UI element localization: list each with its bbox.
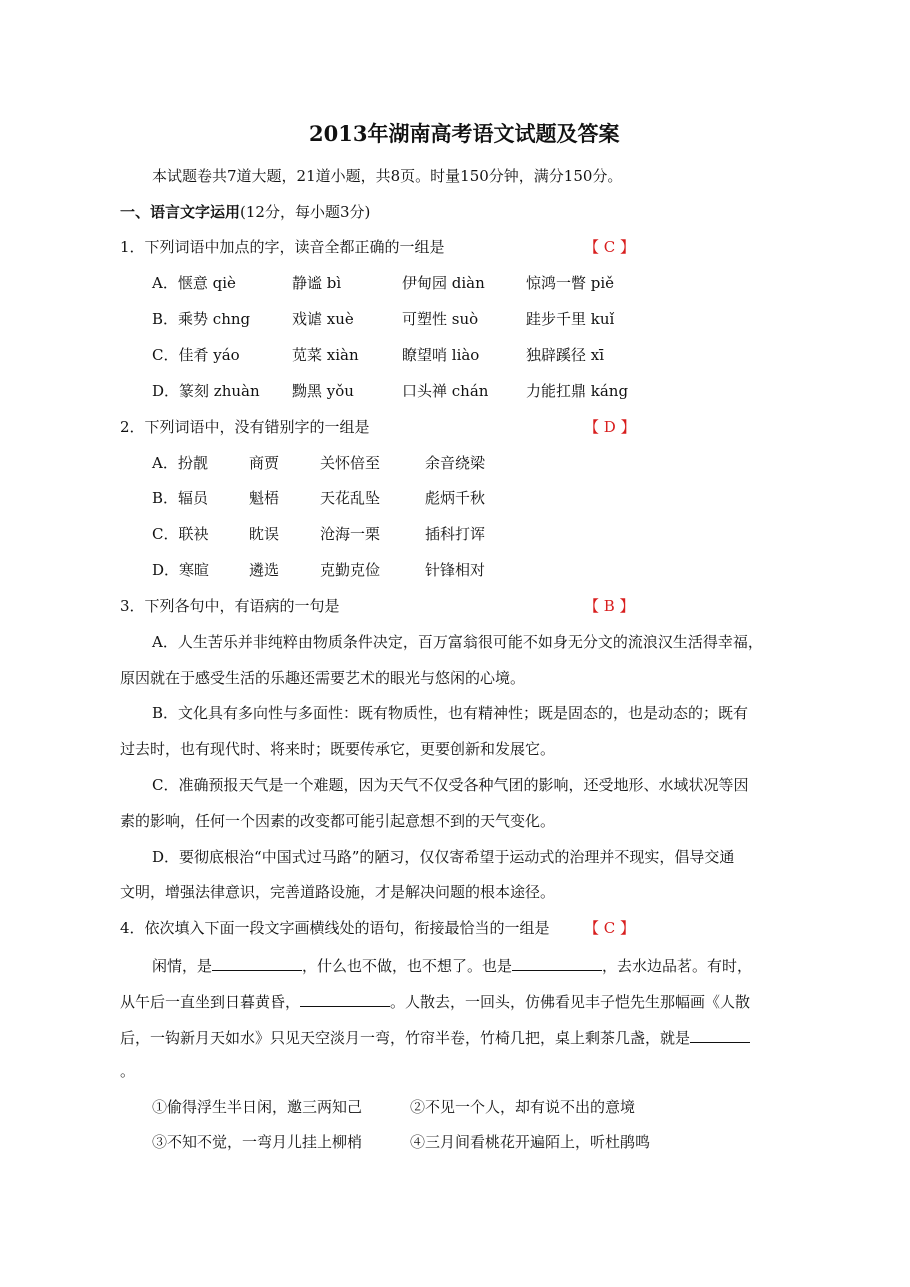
q3-option-a-line2: 原因就在于感受生活的乐趣还需要艺术的眼光与悠闲的心境。 — [120, 669, 526, 687]
fill-blank-1 — [212, 953, 302, 971]
page-title: 2013年湖南高考语文试题及答案 — [309, 121, 620, 146]
q2-option-c-3: 沧海一栗 — [320, 525, 381, 543]
q4-choice-4: ④三月间看桃花开遍陌上，听杜鹃鸣 — [410, 1133, 651, 1151]
q1-option-b-2: 戏谑 xuè — [292, 310, 354, 328]
intro-text: 本试题卷共7道大题，21道小题，共8页。时量150分钟，满分150分。 — [152, 167, 623, 185]
q4-choice-1: ①偷得浮生半日闲，邀三两知己 — [152, 1098, 363, 1116]
q2-option-c-4: 插科打诨 — [425, 525, 486, 543]
q1-option-d-1: D．篆刻 zhuàn — [152, 382, 260, 400]
q4-passage-line3 — [120, 1025, 750, 1049]
q3-option-d-line1: D．要彻底根治“中国式过马路”的陋习，仅仅寄希望于运动式的治理并不现实，倡导交通 — [152, 848, 735, 866]
passage-text: 从午后一直坐到日暮黄昏， — [120, 993, 301, 1011]
q1-option-b-4: 跬步千里 kuǐ — [526, 310, 615, 328]
q1-option-a-4: 惊鸿一瞥 piě — [526, 274, 615, 292]
q1-option-b-3: 可塑性 suò — [402, 310, 479, 328]
q3-option-c-line1: C．准确预报天气是一个难题，因为天气不仅受各种气团的影响，还受地形、水域状况等因 — [152, 776, 749, 794]
q2-option-a-1: A．扮靓 — [152, 454, 208, 472]
q4-passage-line2 — [120, 989, 750, 1013]
q3-option-b-line1: B．文化具有多向性与多面性：既有物质性，也有精神性；既是固态的，也是动态的；既有 — [152, 704, 749, 722]
question-1-answer: 【 C 】 — [584, 238, 636, 256]
question-4-stem: 4．依次填入下面一段文字画横线处的语句，衔接最恰当的一组是 — [120, 919, 550, 937]
q3-option-b-line2: 过去时，也有现代时、将来时；既要传承它，更要创新和发展它。 — [120, 740, 556, 758]
question-4-answer: 【 C 】 — [584, 919, 636, 937]
q2-option-d-1: D．寒暄 — [152, 561, 210, 579]
section-heading — [120, 201, 370, 223]
q1-option-d-2: 黝黑 yǒu — [292, 382, 354, 400]
q4-choice-2: ②不见一个人，却有说不出的意境 — [410, 1098, 636, 1116]
q1-option-c-2: 苋菜 xiàn — [292, 346, 359, 364]
q2-option-a-4: 余音绕梁 — [425, 454, 486, 472]
q1-option-a-3: 伊甸园 diàn — [402, 274, 485, 292]
q2-option-c-2: 眈误 — [249, 525, 280, 543]
q2-option-b-3: 天花乱坠 — [320, 489, 381, 507]
question-3-stem: 3．下列各句中，有语病的一句是 — [120, 597, 340, 615]
question-2-stem: 2．下列词语中，没有错别字的一组是 — [120, 418, 370, 436]
fill-blank-4 — [690, 1025, 750, 1043]
question-2-answer: 【 D 】 — [584, 418, 636, 436]
q4-passage-line4: 。 — [120, 1062, 136, 1080]
q3-option-d-line2: 文明，增强法律意识，完善道路设施，才是解决问题的根本途径。 — [120, 883, 556, 901]
q1-option-c-1: C．佳肴 yáo — [152, 346, 240, 364]
q2-option-a-3: 关怀倍至 — [320, 454, 381, 472]
q2-option-b-1: B．辐员 — [152, 489, 209, 507]
q2-option-b-4: 彪炳千秋 — [425, 489, 486, 507]
q2-option-b-2: 魁梧 — [249, 489, 280, 507]
passage-text: ，什么也不做，也不想了。也是 — [302, 957, 513, 975]
q2-option-c-1: C．联袂 — [152, 525, 209, 543]
q3-option-c-line2: 素的影响，任何一个因素的改变都可能引起意想不到的天气变化。 — [120, 812, 556, 830]
q2-option-d-3: 克勤克俭 — [320, 561, 381, 579]
fill-blank-3 — [300, 989, 390, 1007]
section-title: 一、语言文字运用 — [120, 203, 241, 221]
question-3-answer: 【 B 】 — [584, 597, 635, 615]
passage-text: 。人散去，一回头，仿佛看见丰子恺先生那幅画《人散 — [390, 993, 751, 1011]
question-1-stem: 1．下列词语中加点的字，读音全都正确的一组是 — [120, 238, 445, 256]
q2-option-d-4: 针锋相对 — [425, 561, 486, 579]
passage-text: 闲情，是 — [152, 957, 213, 975]
q2-option-d-2: 遴选 — [249, 561, 280, 579]
q1-option-a-2: 静谧 bì — [292, 274, 342, 292]
q3-option-a-line1: A．人生苦乐并非纯粹由物质条件决定，百万富翁很可能不如身无分文的流浪汉生活得幸福， — [152, 633, 763, 651]
q4-passage-line1 — [152, 953, 752, 977]
passage-text: 后，一钩新月天如水》只见天空淡月一弯，竹帘半卷，竹椅几把，桌上剩茶几盏，就是 — [120, 1029, 691, 1047]
q1-option-d-3: 口头禅 chán — [402, 382, 489, 400]
fill-blank-2 — [512, 953, 602, 971]
q1-option-b-1: B．乘势 chng — [152, 310, 251, 328]
q4-choice-3: ③不知不觉，一弯月儿挂上柳梢 — [152, 1133, 363, 1151]
passage-text: ，去水边品茗。有时， — [602, 957, 753, 975]
q1-option-c-3: 瞭望哨 liào — [402, 346, 480, 364]
q2-option-a-2: 商贾 — [249, 454, 280, 472]
q1-option-a-1: A．惬意 qiè — [152, 274, 236, 292]
section-note: (12分，每小题3分) — [240, 203, 371, 221]
q1-option-c-4: 独辟蹊径 xī — [526, 346, 605, 364]
q1-option-d-4: 力能扛鼎 káng — [526, 382, 629, 400]
